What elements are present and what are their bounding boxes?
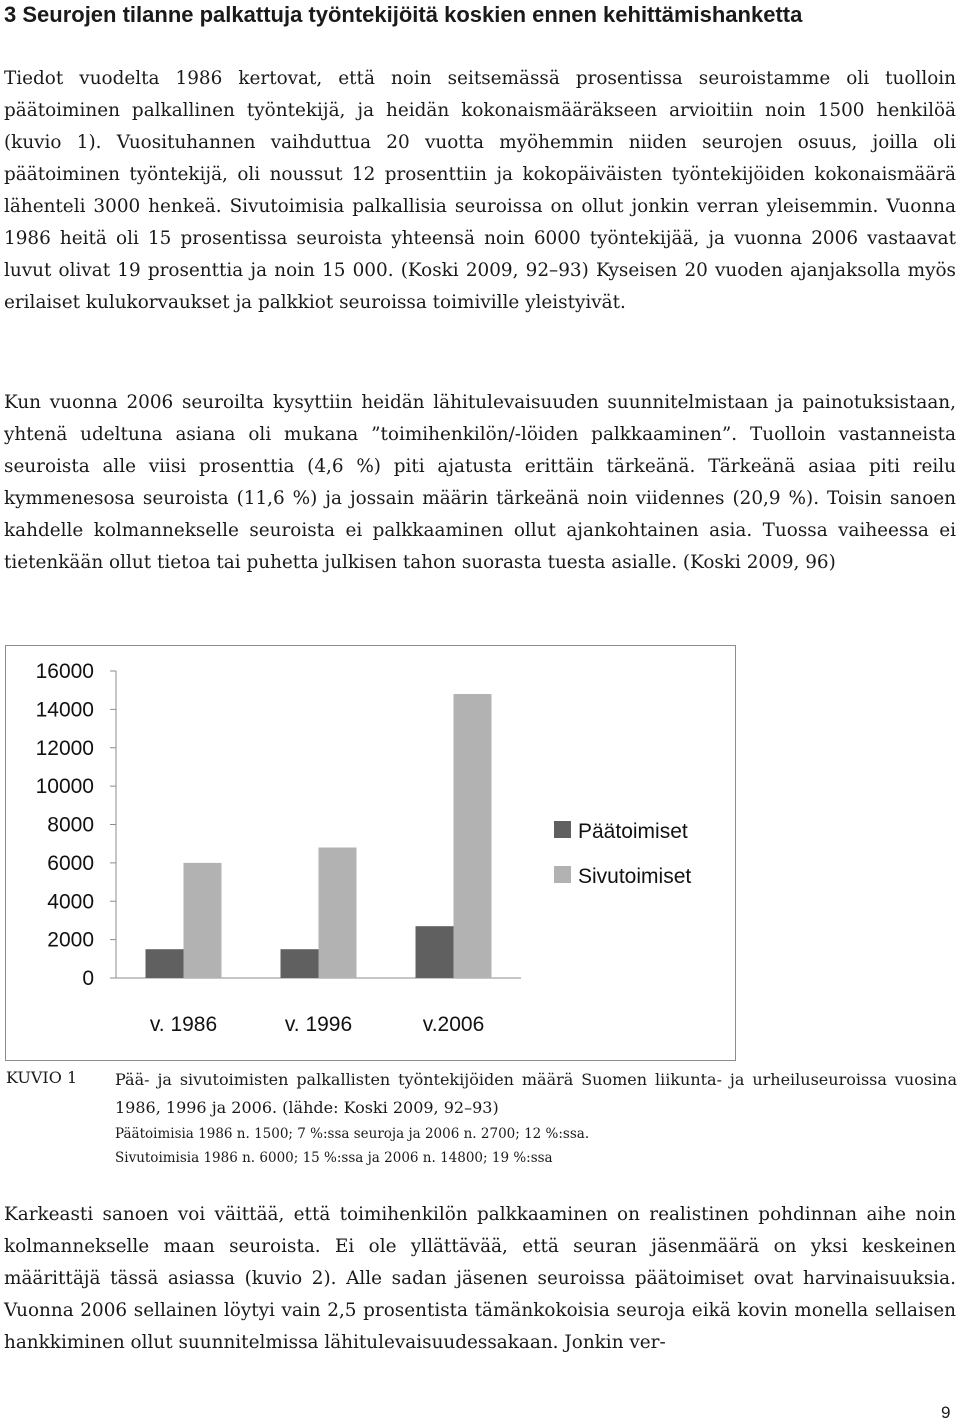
section-heading: 3 Seurojen tilanne palkattuja työntekijöitä koskien ennen kehittämishanketta xyxy=(4,2,803,27)
paragraph-1: Tiedot vuodelta 1986 kertovat, että noin seitsemässä prosentissa seuroistamme oli tuolloin päätoiminen palkallinen työntekijä, ja heidän kokonaismääräkseen arvioitiin noin 1500 henkilöä (kuvio 1). Vuosituhannen vaihduttua 20 vuotta myöhemmin niiden seurojen osuus, joilla oli päätoiminen työntekijä, oli noussut 12 prosenttiin ja kokopäiväisten työntekijöiden kokonaismäärä lähenteli 3000 henkeä. Sivutoimisia palkallisia seuroissa on ollut jonkin verran yleisemmin. Vuonna 1986 heitä oli 15 prosentissa seuroista yhteensä noin 6000 työntekijää, ja vuonna 2006 vastaavat luvut olivat 19 prosenttia ja noin 15 000. (Koski 2009, 92–93) Kyseisen 20 vuoden ajanjaksolla myös erilaiset kulukorvaukset ja palkkiot seuroissa toimiville yleistyivät. xyxy=(4,68,956,313)
bar-päätoimiset-1 xyxy=(146,949,184,978)
page-number: 9 xyxy=(941,1403,951,1422)
figure-note-1: Päätoimisia 1986 n. 1500; 7 %:ssa seuroja ja 2006 n. 2700; 12 %:ssa. xyxy=(115,1126,590,1142)
y-tick-label: 16000 xyxy=(35,660,94,683)
paragraph-3: Karkeasti sanoen voi väittää, että toimihenkilön palkkaaminen on realistinen pohdinnan aihe noin kolmannekselle maan seuroista. Ei ole yllättävää, että seuran jäsenmäärä on yksi keskeinen määrittäjä tässä asiassa (kuvio 2). Alle sadan jäsenen seuroissa päätoimiset ovat harvinaisuuksia. Vuonna 2006 sellainen löytyi vain 2,5 prosentista tämänkokoisia seuroja eikä kovin monella sellaisen hankkiminen ollut suunnitelmissa lähitulevaisuudessakaan. Jonkin ver- xyxy=(4,1204,956,1353)
figure-label: KUVIO 1 xyxy=(6,1068,78,1087)
y-tick-label: 8000 xyxy=(47,813,94,837)
bar-päätoimiset-3 xyxy=(416,926,454,978)
bar-sivutoimiset-3 xyxy=(454,694,492,978)
bar-sivutoimiset-1 xyxy=(184,863,222,978)
legend-label-sivutoimiset: Sivutoimiset xyxy=(578,865,692,888)
figure-caption xyxy=(115,1066,957,1170)
y-tick-label: 12000 xyxy=(35,736,94,760)
figure-caption-text: Pää- ja sivutoimisten palkallisten työntekijöiden määrä Suomen liikunta- ja urheiluseuroissa vuosina 1986, 1996 ja 2006. (lähde: Koski 2009, 92–93) xyxy=(115,1070,957,1117)
figure-note-2: Sivutoimisia 1986 n. 6000; 15 %:ssa ja 2006 n. 14800; 19 %:ssa xyxy=(115,1150,553,1166)
bar-päätoimiset-2 xyxy=(281,949,319,978)
x-tick-label: v. 1986 xyxy=(149,1013,218,1036)
legend-label-päätoimiset: Päätoimiset xyxy=(578,820,688,843)
y-tick-label: 0 xyxy=(82,967,94,990)
y-tick-label: 2000 xyxy=(47,928,94,952)
y-tick-label: 14000 xyxy=(35,698,94,722)
legend-swatch-sivutoimiset xyxy=(554,866,571,883)
legend-swatch-päätoimiset xyxy=(554,821,571,838)
bar-sivutoimiset-2 xyxy=(319,848,357,978)
y-tick-label: 6000 xyxy=(47,851,94,875)
x-tick-label: v. 1996 xyxy=(284,1013,353,1036)
y-tick-label: 4000 xyxy=(47,890,94,914)
y-tick-label: 10000 xyxy=(35,775,94,799)
paragraph-2: Kun vuonna 2006 seuroilta kysyttiin heidän lähitulevaisuuden suunnitelmistaan ja painotuksistaan, yhtenä udeltuna asiana oli mukana ”toimihenkilön/-löiden palkkaaminen”. Tuolloin vastanneista seuroista alle viisi prosenttia (4,6 %) piti ajatusta erittäin tärkeänä. Tärkeänä asiaa piti reilu kymmenesosa seuroista (11,6 %) ja jossain määrin tärkeänä noin viidennes (20,9 %). Toisin sanoen kahdelle kolmannekselle seuroista ei palkkaaminen ollut ajankohtainen asia. Tuossa vaiheessa ei tietenkään ollut tietoa tai puhetta julkisen tahon suorasta tuesta asialle. (Koski 2009, 96) xyxy=(4,392,956,573)
bar-chart xyxy=(5,645,736,1061)
x-tick-label: v.2006 xyxy=(422,1013,485,1036)
